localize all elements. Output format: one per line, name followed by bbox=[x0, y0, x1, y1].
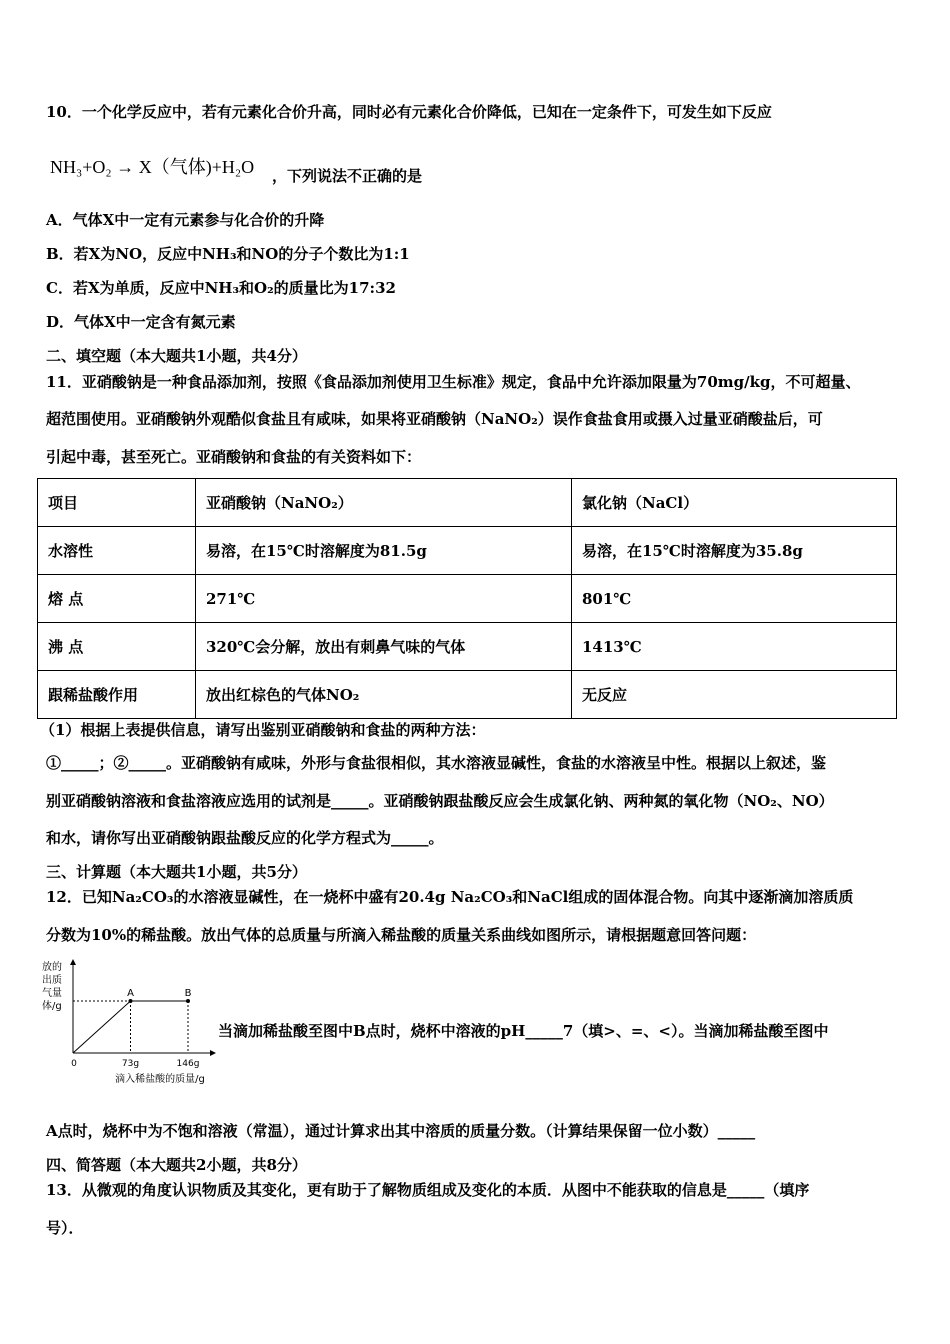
q11-sub1: （1）根据上表提供信息，请写出鉴别亚硝酸钠和食盐的两种方法： bbox=[40, 721, 486, 739]
table-cell: 放出红棕色的气体NO₂ bbox=[196, 671, 572, 719]
section-heading-calculation: 三、计算题（本大题共1小题，共5分） bbox=[46, 863, 307, 881]
section-heading-short-answer: 四、简答题（本大题共2小题，共8分） bbox=[46, 1156, 307, 1174]
x-axis-label: 滴入稀盐酸的质量/g bbox=[115, 1074, 205, 1085]
point-B bbox=[186, 999, 190, 1003]
q12-line-2: 分数为10%的稀盐酸。放出气体的总质量与所滴入稀盐酸的质量关系曲线如图所示，请根据题意回答问题： bbox=[46, 926, 757, 944]
point-label-B: B bbox=[184, 988, 192, 999]
q10-option-c: C．若X为单质，反应中NH₃和O₂的质量比为17:32 bbox=[46, 279, 396, 297]
q12-line-1: 12．已知Na₂CO₃的水溶液显碱性，在一烧杯中盛有20.4g Na₂CO₃和NaCl组成的固体混合物。向其中逐渐滴加溶质质 bbox=[46, 888, 854, 906]
table-cell: 271℃ bbox=[196, 575, 572, 623]
q12-beside-chart: 当滴加稀盐酸至图中B点时，烧杯中溶液的pH_____7（填>、=、<）。当滴加稀盐酸至图中 bbox=[218, 1022, 829, 1040]
q10-option-d: D．气体X中一定含有氮元素 bbox=[46, 313, 236, 331]
table-cell: 无反应 bbox=[572, 671, 897, 719]
q11-line-3: 引起中毒，甚至死亡。亚硝酸钠和食盐的有关资料如下： bbox=[46, 448, 422, 466]
q11-after-2: 别亚硝酸钠溶液和食盐溶液应选用的试剂是_____。亚硝酸钠跟盐酸反应会生成氯化钠、两种氮的氧化物（NO₂、NO） bbox=[46, 792, 834, 810]
point-A bbox=[129, 999, 133, 1003]
table-row bbox=[38, 575, 897, 623]
q11-line-2: 超范围使用。亚硝酸钠外观酷似食盐且有咸味，如果将亚硝酸钠（NaNO₂）误作食盐食用或摄入过量亚硝酸盐后，可 bbox=[46, 410, 823, 428]
table-row bbox=[38, 623, 897, 671]
q13-line-2: 号）． bbox=[46, 1219, 84, 1237]
comparison-table bbox=[37, 478, 897, 719]
gas-mass-chart bbox=[40, 958, 220, 1088]
q10-option-a: A．气体X中一定有元素参与化合价的升降 bbox=[46, 211, 325, 229]
table-cell: 氯化钠（NaCl） bbox=[572, 479, 897, 527]
table-row bbox=[38, 671, 897, 719]
table-cell: 亚硝酸钠（NaNO₂） bbox=[196, 479, 572, 527]
q10-option-b: B．若X为NO，反应中NH₃和NO的分子个数比为1:1 bbox=[46, 245, 410, 263]
section-heading-fill-blank: 二、填空题（本大题共1小题，共4分） bbox=[46, 347, 307, 365]
origin-label: 0 bbox=[71, 1059, 77, 1069]
y-axis-label-line: 气量 bbox=[42, 988, 62, 999]
q11-after-3: 和水，请你写出亚硝酸钠跟盐酸反应的化学方程式为_____。 bbox=[46, 829, 444, 847]
table-cell: 易溶，在15℃时溶解度为35.8g bbox=[572, 527, 897, 575]
table-row bbox=[38, 479, 897, 527]
y-axis-label-line: 出质 bbox=[42, 975, 62, 986]
q11-line-1: 11．亚硝酸钠是一种食品添加剂，按照《食品添加剂使用卫生标准》规定，食品中允许添加限量为70mg/kg，不可超量、 bbox=[46, 373, 861, 391]
table-cell: 801℃ bbox=[572, 575, 897, 623]
table-cell: 易溶，在15℃时溶解度为81.5g bbox=[196, 527, 572, 575]
q12-last: A点时，烧杯中为不饱和溶液（常温），通过计算求出其中溶质的质量分数。（计算结果保留一位小数）_____ bbox=[46, 1122, 756, 1140]
q10-prompt: ，下列说法不正确的是 bbox=[272, 167, 423, 185]
q10-stem: 10．一个化学反应中，若有元素化合价升高，同时必有元素化合价降低，已知在一定条件下，可发生如下反应 bbox=[46, 103, 772, 121]
q10-equation: NH₃+O₂ → X（气体)+H₂O bbox=[50, 157, 255, 177]
y-axis-label-line: 放的 bbox=[42, 962, 62, 973]
q11-after-1: ①_____；②_____。亚硝酸钠有咸味，外形与食盐很相似，其水溶液显碱性，食盐的水溶液呈中性。根据以上叙述，鉴 bbox=[46, 754, 827, 772]
table-cell: 项目 bbox=[38, 479, 196, 527]
table-cell: 水溶性 bbox=[38, 527, 196, 575]
table-row bbox=[38, 527, 897, 575]
table-cell: 跟稀盐酸作用 bbox=[38, 671, 196, 719]
y-axis-label-line: 体/g bbox=[42, 1001, 62, 1012]
table-cell: 沸 点 bbox=[38, 623, 196, 671]
point-label-A: A bbox=[127, 988, 134, 999]
q13-line-1: 13．从微观的角度认识物质及其变化，更有助于了解物质组成及变化的本质．从图中不能获取的信息是_____（填序 bbox=[46, 1181, 810, 1199]
x-tick-label: 73g bbox=[121, 1059, 140, 1069]
x-tick-label: 146g bbox=[176, 1059, 200, 1069]
table-cell: 1413℃ bbox=[572, 623, 897, 671]
table-cell: 320℃会分解，放出有刺鼻气味的气体 bbox=[196, 623, 572, 671]
table-cell: 熔 点 bbox=[38, 575, 196, 623]
y-axis-label bbox=[42, 960, 62, 1012]
